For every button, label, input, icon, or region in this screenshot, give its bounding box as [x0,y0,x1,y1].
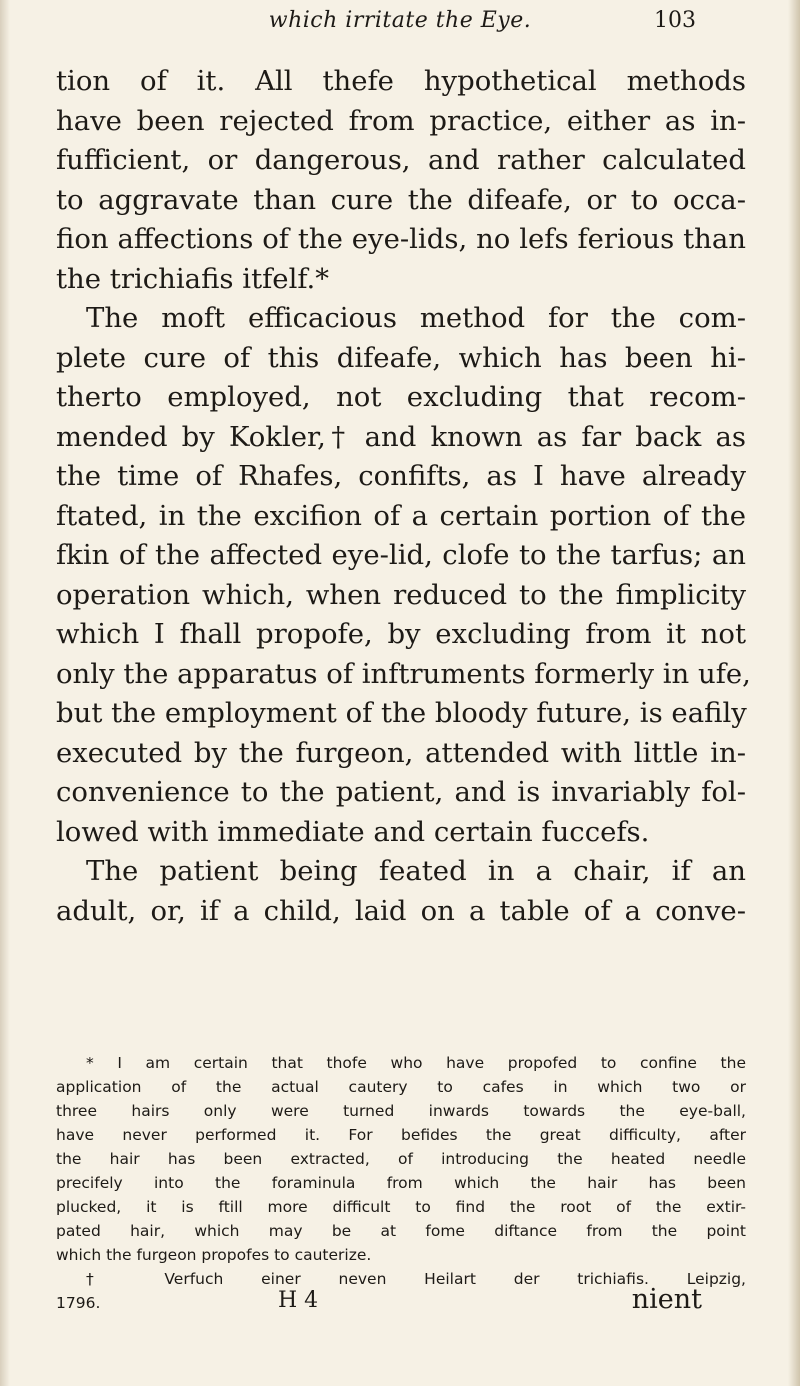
footnote-line: application of the actual cautery to cafes in which two or [56,1078,746,1096]
footnote-line: † Verfuch einer neven Heilart der trichiafis. Leipzig, [86,1270,746,1288]
footnote-line: plucked, it is ftill more difficult to find the root of the extir- [56,1198,746,1216]
text-line: therto employed, not excluding that recom- [56,381,746,413]
running-title: which irritate the Eye. [268,8,532,33]
text-line: mended by Kokler,† and known as far back as [56,420,746,453]
text-line: lowed with immediate and certain fuccefs. [56,815,650,848]
footnote-line: * I am certain that thofe who have propofed to confine the [86,1054,746,1072]
text-line: only the apparatus of inftruments formerly in ufe, [56,657,751,690]
text-line: which I fhall propofe, by excluding from it not [56,618,746,650]
text-line: executed by the furgeon, attended with little in- [56,736,746,769]
text-line: the time of Rhafes, confifts, as I have already [56,460,746,492]
text-line: to aggravate than cure the difeafe, or to occa- [56,183,746,216]
text-line: The moft efficacious method for the com- [86,302,746,334]
text-line: convenience to the patient, and is invariably fol- [56,776,746,808]
text-line: tion of it. All thefe hypothetical methods [56,65,746,97]
footnote-line: precifely into the foraminula from which the hair has been [56,1174,746,1192]
signature-mark: H 4 [278,1288,319,1313]
text-line: ftated, in the excifion of a certain portion of the [56,499,746,532]
footnote-line: have never performed it. For befides the great difficulty, after [56,1126,746,1144]
footnote-line: three hairs only were turned inwards towards the eye-ball, [56,1102,746,1120]
footnotes [56,1051,746,1315]
footnote-line: which the furgeon propofes to cauterize. [56,1246,372,1264]
page-edge [788,0,800,1386]
text-line: The patient being feated in a chair, if an [86,855,746,887]
text-line: but the employment of the bloody future, is eafily [56,697,747,729]
page-number: 103 [654,8,696,33]
page-header [0,4,800,44]
footnote-line: pated hair, which may be at fome diftance from the point [56,1222,746,1240]
text-line: adult, or, if a child, laid on a table of a conve- [56,894,746,927]
text-line: fkin of the affected eye-lid, clofe to the tarfus; an [56,539,746,571]
footnote-line: the hair has been extracted, of introducing the heated needle [56,1150,746,1168]
text-line: operation which, when reduced to the fimplicity [56,578,746,611]
text-line: have been rejected from practice, either as in- [56,104,746,137]
footnote-line: 1796. [56,1294,101,1312]
main-text [56,62,751,931]
text-line: plete cure of this difeafe, which has been hi- [56,341,746,374]
text-line: the trichiafis itfelf.* [56,262,330,295]
text-line: fion affections of the eye-lids, no lefs ferious than [56,223,746,255]
catchword: nient [631,1284,702,1315]
gutter-shadow [0,0,10,1386]
text-line: fufficient, or dangerous, and rather calculated [56,144,746,176]
